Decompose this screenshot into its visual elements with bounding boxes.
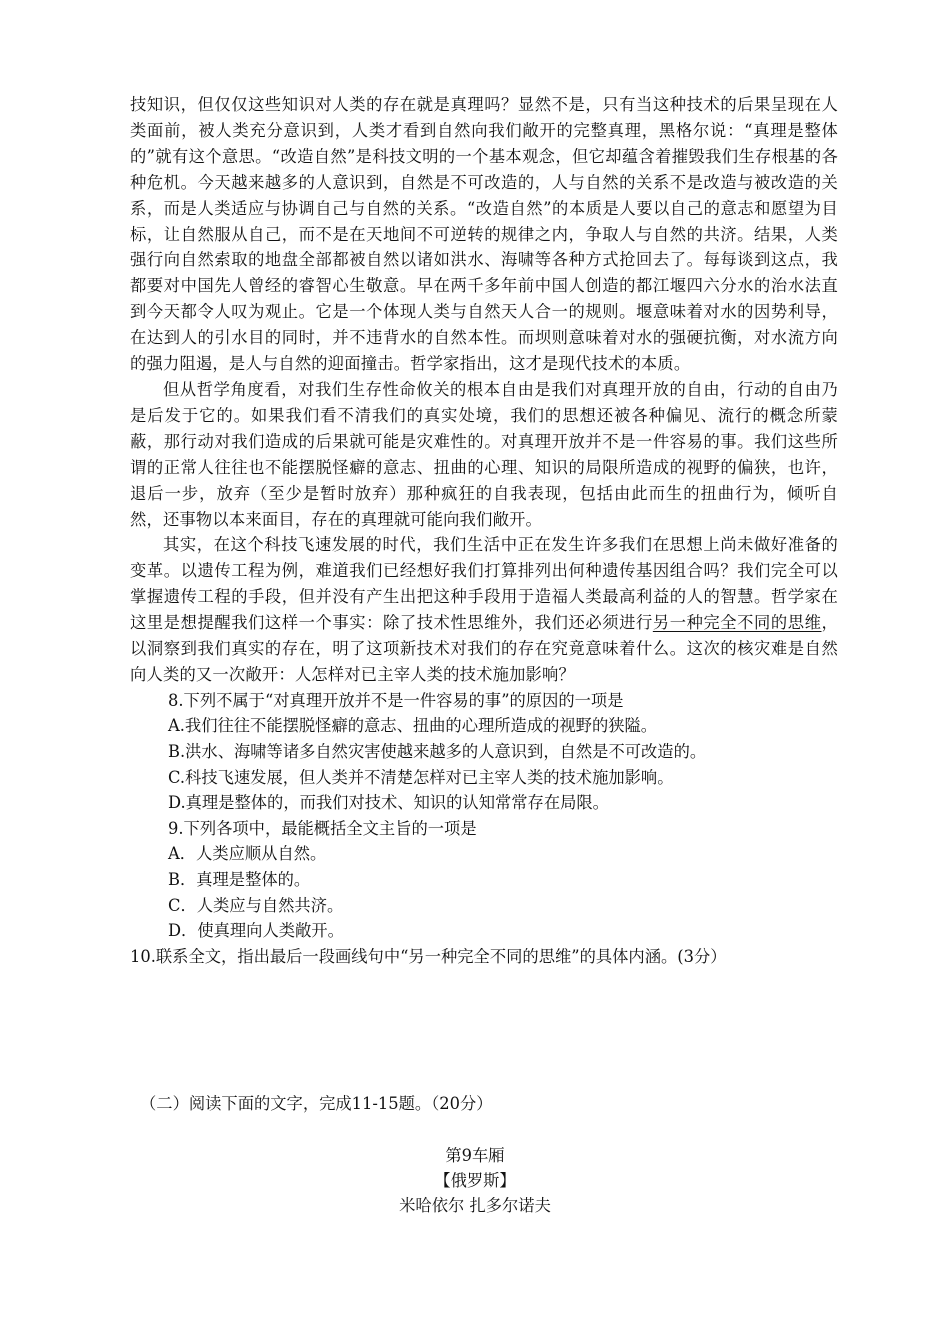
question-9-option-d: D．使真理向人类敞开。 — [168, 921, 344, 941]
passage-paragraph-2: 但从哲学角度看，对我们生存性命攸关的根本自由是我们对真理开放的自由，行动的自由乃是后发于它的。如果我们看不清我们的真实处境，我们的思想还被各种偏见、流行的概念所蒙蔽，那行动对我们造成的后果就可能是灾难性的。对真理开放并不是一件容易的事。我们这些所谓的正常人往往也不能摆脱怪癖的意志、扭曲的心理、知识的局限所造成的视野的偏狭，也许，退后一步，放弃（至少是暂时放弃）那种疯狂的自我表现，包括由此而生的扭曲行为，倾听自然，还事物以本来面目，存在的真理就可能向我们敞开。 — [130, 379, 838, 529]
question-9-option-b: B．真理是整体的。 — [168, 870, 311, 889]
underlined-sentence: 另一种完全不同的思维 — [652, 613, 822, 633]
question-8-option-b: B.洪水、海啸等诸多自然灾害使越来越多的人意识到，自然是不可改造的。 — [168, 742, 707, 762]
story-title: 第9车厢 — [445, 1146, 505, 1165]
section-2-intro: （二）阅读下面的文字，完成11-15题。（20分） — [140, 1094, 493, 1113]
story-author: 米哈依尔 扎多尔诺夫 — [399, 1196, 551, 1215]
passage-paragraph-3-part-2: ，以洞察到我们真实的存在，明了这项新技术对我们的存在究竟意味着什么。这次的核灾难是自然向人类的又一次敞开：人怎样对已主宰人类的技术施加影响？ — [130, 613, 838, 684]
question-8: 8.下列不属于“对真理开放并不是一件容易的事”的原因的一项是 — [168, 690, 624, 710]
question-9-option-a: A．人类应顺从自然。 — [168, 844, 327, 864]
question-8-option-d: D.真理是整体的，而我们对技术、知识的认知常常存在局限。 — [168, 793, 609, 813]
story-country: 【俄罗斯】 — [434, 1171, 516, 1190]
question-9-option-c: C．人类应与自然共济。 — [168, 895, 344, 915]
passage-paragraph-1: 技知识，但仅仅这些知识对人类的存在就是真理吗？显然不是，只有当这种技术的后果呈现在人类面前，被人类充分意识到，人类才看到自然向我们敞开的完整真理，黑格尔说：“真理是整体的”就有这个意思。“改造自然”是科技文明的一个基本观念，但它却蕴含着摧毁我们生存根基的各种危机。今天越来越多的人意识到，自然是不可改造的，人与自然的关系不是改造与被改造的关系，而是人类适应与协调自己与自然的关系。“改造自然”的本质是人要以自己的意志和愿望为目标，让自然服从自己，而不是在天地间不可逆转的规律之内，争取人与自然的共济。结果，人类强行向自然索取的地盘全部都被自然以诸如洪水、海啸等各种方式抢回去了。每每谈到这点，我都要对中国先人曾经的睿智心生敬意。早在两千多年前中国人创造的都江堰四六分水的治水法直到今天都令人叹为观止。它是一个体现人类与自然天人合一的规则。堰意味着对水的因势利导，在达到人的引水目的同时，并不违背水的自然本性。而坝则意味着对水的强硬抗衡，对水流方向的强力阻遏，是人与自然的迎面撞击。哲学家指出，这才是现代技术的本质。 — [130, 95, 838, 374]
passage-paragraph-3 — [130, 532, 838, 687]
question-8-option-a: A.我们往往不能摆脱怪癖的意志、扭曲的心理所造成的视野的狭隘。 — [168, 716, 658, 736]
question-9: 9.下列各项中，最能概括全文主旨的一项是 — [168, 818, 477, 838]
reading-passage — [130, 92, 838, 970]
question-10: 10.联系全文，指出最后一段画线句中“另一种完全不同的思维”的具体内涵。(3分） — [130, 946, 727, 966]
passage-paragraph-3-part-1: 其实，在这个科技飞速发展的时代，我们生活中正在发生许多我们在思想上尚未做好准备的变革。以遗传工程为例，难道我们已经想好我们打算排列出何种遗传基因组合吗？我们完全可以掌握遗传工程的手段，但并没有产生出把这种手段用于造福人类最高利益的人的智慧。哲学家在这里是想提醒我们这样一个事实：除了技术性思维外，我们还必须进行 — [130, 535, 838, 633]
question-8-option-c: C.科技飞速发展，但人类并不清楚怎样对已主宰人类的技术施加影响。 — [168, 767, 674, 787]
